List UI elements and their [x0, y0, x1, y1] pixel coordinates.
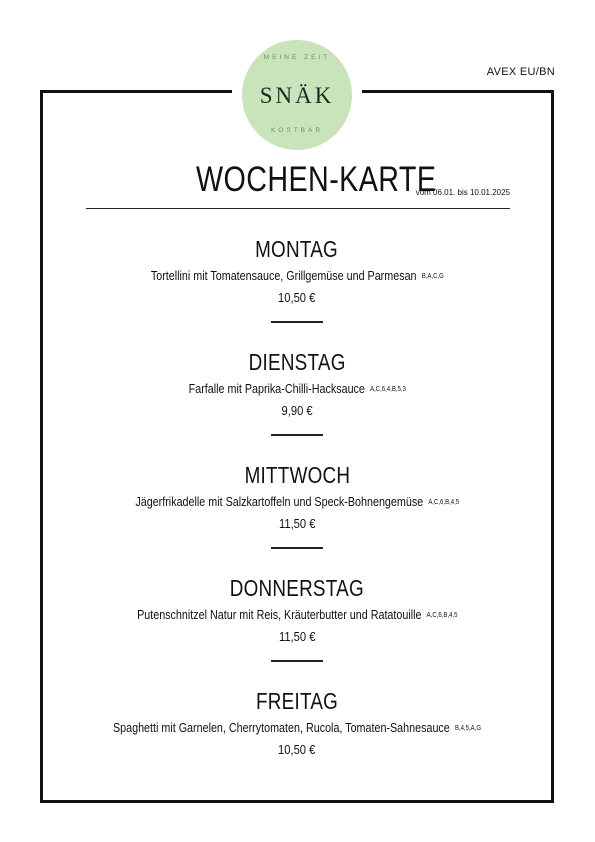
day-section-monday: [40, 232, 554, 345]
page-title: WOCHEN-KARTE: [196, 160, 437, 199]
logo-name: SNÄK: [259, 83, 335, 108]
allergen-codes: B,A,C,G: [421, 272, 444, 280]
day-list: [40, 232, 554, 797]
divider: [271, 434, 323, 436]
dish-text: Farfalle mit Paprika-Chilli-Hacksauce: [188, 382, 365, 396]
dish-price: 10,50 €: [278, 290, 316, 305]
dish-text: Putenschnitzel Natur mit Reis, Kräuterbutter und Ratatouille: [136, 608, 422, 622]
day-section-thursday: [40, 571, 554, 684]
dish-description: [188, 381, 405, 398]
day-section-wednesday: [40, 458, 554, 571]
day-name: MONTAG: [255, 236, 339, 262]
dish-description: [135, 494, 459, 511]
divider: [271, 547, 323, 549]
day-section-tuesday: [40, 345, 554, 458]
day-name: FREITAG: [255, 688, 339, 714]
dish-text: Spaghetti mit Garnelen, Cherrytomaten, Rucola, Tomaten-Sahnesauce: [112, 721, 450, 735]
dish-price: 11,50 €: [278, 516, 316, 531]
date-range: vom 06.01. bis 10.01.2025: [415, 188, 510, 197]
dish-text: Jägerfrikadelle mit Salzkartoffeln und Speck-Bohnengemüse: [135, 495, 423, 509]
title-row: [86, 160, 510, 209]
dish-text: Tortellini mit Tomatensauce, Grillgemüse und Parmesan: [150, 269, 417, 283]
divider: [271, 321, 323, 323]
day-name: DONNERSTAG: [229, 575, 365, 601]
allergen-codes: B,4,5,A,G: [454, 724, 482, 732]
dish-description: [151, 268, 444, 285]
logo-tagline-top: MEINE ZEIT: [263, 54, 331, 61]
day-name: MITTWOCH: [244, 462, 350, 488]
dish-description: [137, 607, 457, 624]
brand-logo: [242, 40, 352, 150]
dish-price: 9,90 €: [281, 403, 313, 418]
day-section-friday: [40, 684, 554, 797]
allergen-codes: A,C,6,B,4,5: [426, 611, 458, 619]
dish-description: [113, 720, 481, 737]
dish-price: 10,50 €: [278, 742, 316, 757]
allergen-codes: A,C,6,4,B,5,3: [369, 385, 406, 393]
divider: [271, 660, 323, 662]
logo-tagline-bottom: KOSTBAR: [270, 127, 324, 134]
day-name: DIENSTAG: [248, 349, 346, 375]
dish-price: 11,50 €: [278, 629, 316, 644]
allergen-codes: A,C,6,B,4,5: [428, 498, 459, 506]
corner-label: AVEX EU/BN: [486, 66, 555, 78]
